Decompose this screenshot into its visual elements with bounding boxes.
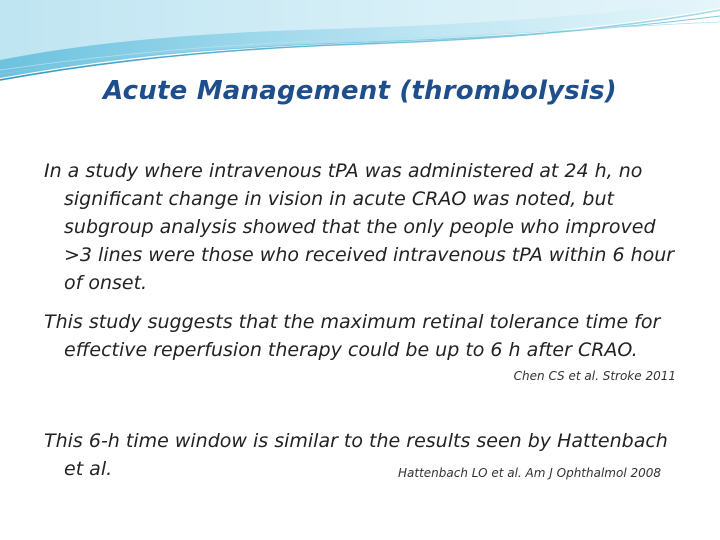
paragraph-3-text: This 6-h time window is similar to the results seen by Hattenbach et al. <box>44 430 668 480</box>
paragraph-1 <box>44 157 684 297</box>
paragraph-2 <box>44 308 684 364</box>
paragraph-2-text: This study suggests that the maximum retinal tolerance time for effective reperfusion therapy could be up to 6 h after CRAO. <box>44 311 661 361</box>
slide-title: Acute Management (thrombolysis) <box>103 76 617 106</box>
paragraph-1-text: In a study where intravenous tPA was administered at 24 h, no significant change in vision in acute CRAO was noted, but subgroup analysis showed that the only people who improved >3 lines were those who received intravenous tPA within 6 hour of onset. <box>44 160 675 294</box>
citation-hattenbach: Hattenbach LO et al. Am J Ophthalmol 2008 <box>398 466 662 480</box>
citation-chen: Chen CS et al. Stroke 2011 <box>513 369 676 383</box>
